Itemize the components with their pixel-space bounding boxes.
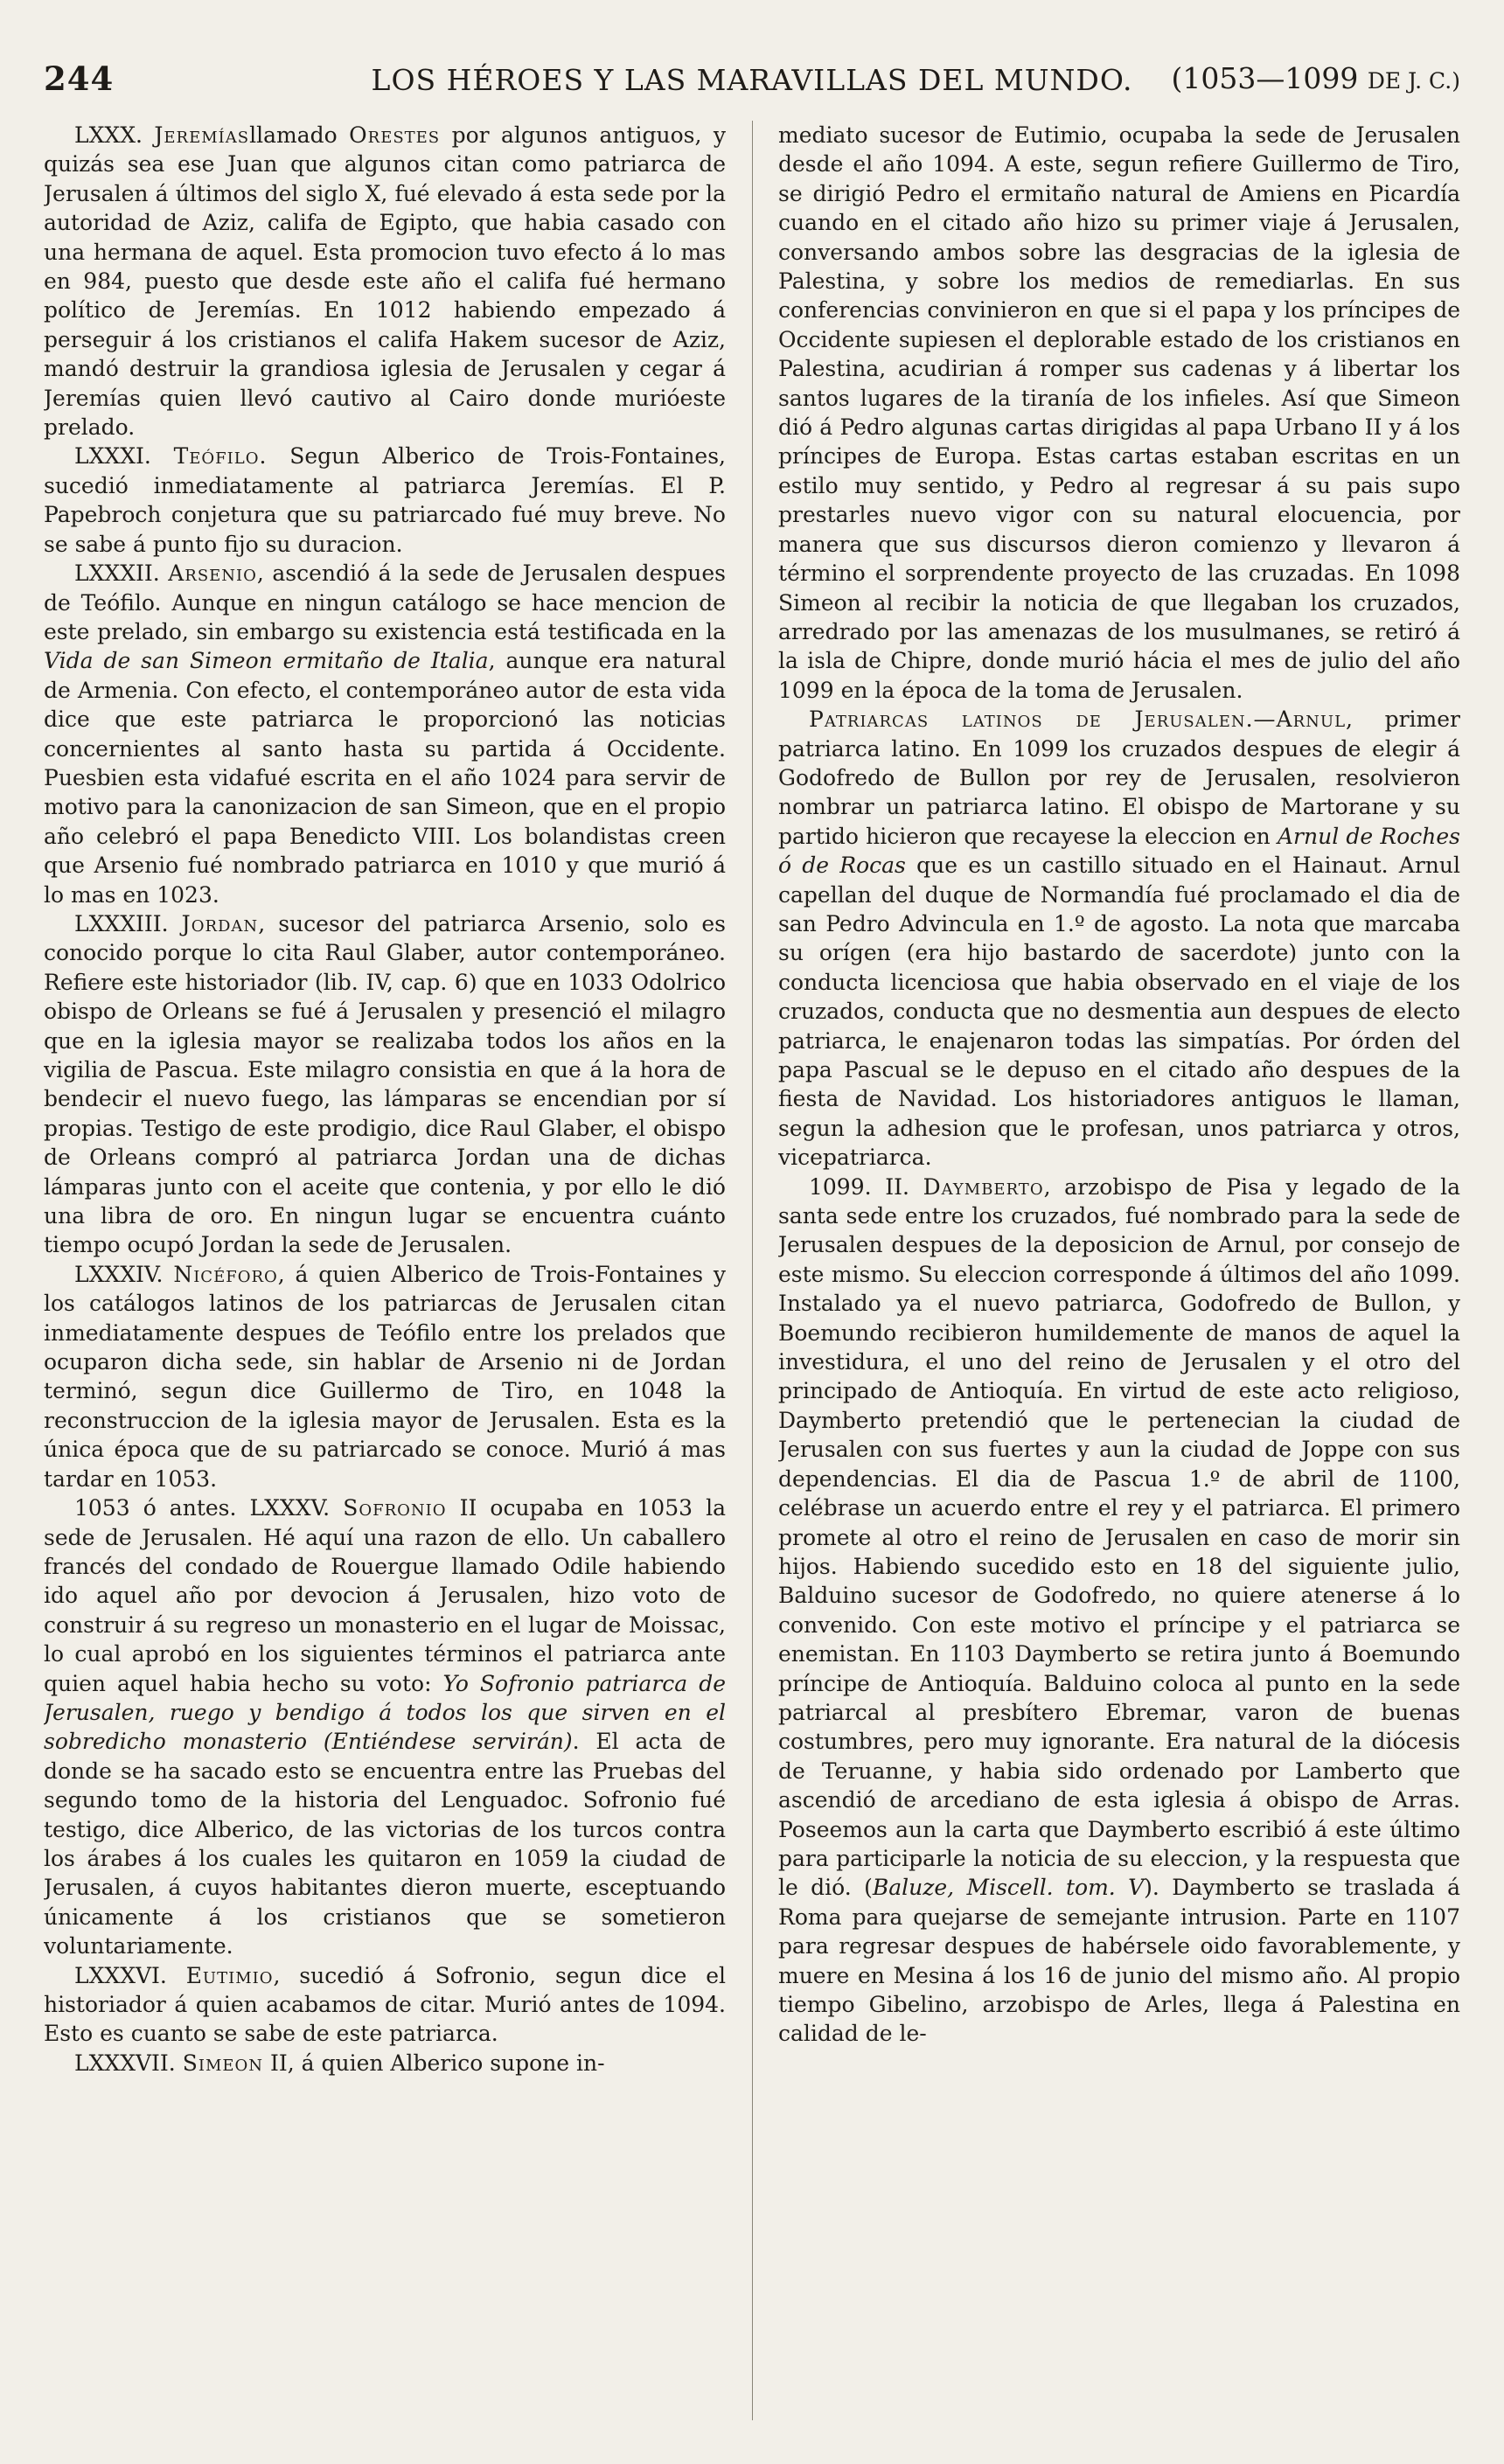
page-number: 244 [44, 59, 115, 98]
patriarch-name: Eutimio [185, 1962, 274, 1988]
body-text: , sucedió á Sofronio, segun dice el historiador á quien acabamos de citar. Murió antes de 1094. Esto es cuanto se sabe de este patriarca. [44, 1962, 726, 2047]
patriarch-name: Sofronio [343, 1495, 447, 1521]
italic-text: Arnul de Roches ó de Rocas [778, 823, 1460, 879]
patriarch-name: Teófilo. [173, 443, 268, 470]
patriarch-name: Arsenio [168, 560, 257, 587]
body-text: llamado [249, 122, 350, 148]
paragraph [44, 909, 726, 1260]
body-text: II ocupaba en 1053 la sede de Jerusalen. Hé aquí una razon de ello. Un caballero francés del condado de Rouergue llamado Odile habiendo ido aquel año por devocion á Jerusalen, hizo voto de construir á su regreso un monasterio en el lugar de Moissac, lo cual aprobó en los siguientes términos el patriarca ante quien aquel habia hecho su voto: [44, 1495, 726, 1696]
paragraph [44, 1260, 726, 1493]
date-range-years: (1053—1099 [1171, 61, 1359, 95]
date-range-suffix: DE J. C.) [1367, 68, 1460, 94]
body-text: , sucesor del patriarca Arsenio, solo es conocido porque lo cita Raul Glaber, autor contemporáneo. Refiere este historiador (lib. IV, cap. 6) que en 1033 Odolrico obispo de Orleans se fué á Jerusalen y presenció el milagro que en la iglesia mayor se realizaba todos los años en la vigilia de Pascua. Este milagro consistia en que á la hora de bendecir el nuevo fuego, las lámparas se encendian por sí propias. Testigo de este prodigio, dice Raul Glaber, el obispo de Orleans compró al patriarca Jordan una de dichas lámparas junto con el aceite que contenia, y por ello le dió una libra de oro. En ningun lugar se encuentra cuánto tiempo ocupó Jordan la sede de Jerusalen. [44, 910, 726, 1258]
right-column [778, 121, 1460, 2438]
body-text: , á quien Alberico de Trois-Fontaines y los catálogos latinos de los patriarcas de Jerusalen citan inmediatamente despues de Teófilo entre los prelados que ocuparon dicha sede, sin hablar de Arsenio ni de Jordan terminó, segun dice Guillermo de Tiro, en 1048 la reconstruccion de la iglesia mayor de Jerusalen. Esta es la única época que de su patriarcado se conoce. Murió á mas tardar en 1053. [44, 1261, 726, 1492]
body-text: . El acta de donde se ha sacado esto se encuentra entre las Pruebas del segundo tomo de la historia del Lenguadoc. Sofronio fué testigo, dice Alberico, de las victorias de los turcos contra los árabes á los cuales les quitaron en 1059 la ciudad de Jerusalen, á cuyos habitantes dieron muerte, esceptuando únicamente á los cristianos que se sometieron voluntariamente. [44, 1729, 726, 1959]
entry-number: LXXXII. [74, 560, 169, 587]
patriarch-name: Jordan [181, 910, 259, 936]
body-text: , arzobispo de Pisa y legado de la santa sede entre los cruzados, fué nombrado para la sede de Jerusalen despues de la deposicion de Arnul, por consejo de este mismo. Su eleccion corresponde á últimos del año 1099. Instalado ya el nuevo patriarca, Godofredo de Bullon, y Boemundo recibieron humildemente de manos de aquel la investidura, el uno del reino de Jerusalen y el otro del principado de Antioquía. En virtud de este acto religioso, Daymberto pretendió que le pertenecian la ciudad de Jerusalen con sus fuertes y aun la ciudad de Joppe con sus dependencias. El dia de Pascua 1.º de abril de 1100, celébrase un acuerdo entre el rey y el patriarca. El primero promete al otro el reino de Jerusalen en caso de morir sin hijos. Habiendo sucedido esto en 18 del siguiente julio, Balduino sucesor de Godofredo, no quiere atenerse á lo convenido. Con este motivo el príncipe y el patriarca se enemistan. En 1103 Daymberto se retira junto á Boemundo príncipe de Antioquía. Balduino coloca al punto en la sede patriarcal al presbítero Ebremar, varon de buenas costumbres, pero muy ignorante. Era natural de la diócesis de Teruanne, y habia sido ordenado por Lamberto que ascendió de arcediano de esta iglesia á obispo de Arras. Poseemos aun la carta que Daymberto escribió á este último para participarle la noticia de su eleccion, y la respuesta que le dió. ( [778, 1173, 1460, 1901]
body-text: ). Daymberto se traslada á Roma para quejarse de semejante intrusion. Parte en 1107 para regresar despues de habérsele oido favorablemente, y muere en Mesina á los 16 de junio del mismo año. Al propio tiempo Gibelino, arzobispo de Arles, llega á Palestina en calidad de le- [778, 1875, 1460, 2047]
patriarch-name: Simeon [182, 2050, 264, 2076]
column-divider [752, 121, 753, 2420]
running-title: LOS HÉROES Y LAS MARAVILLAS DEL MUNDO. [371, 63, 1133, 97]
entry-number: LXXXVI. [74, 1962, 186, 1988]
body-text: que es un castillo situado en el Hainaut. Arnul capellan del duque de Normandía fué proclamado el dia de san Pedro Advincula en 1.º de agosto. La nota que marcaba su orígen (era hijo bastardo de sacerdote) junto con la conducta licenciosa que habia observado en el viaje de los cruzados, conducta que no desmentia aun despues de electo patriarca, le enajenaron todas las simpatías. Por órden del papa Pascual se le depuso en el citado año despues de la fiesta de Navidad. Los historiadores antiguos le llaman, segun la adhesion que le profesan, unos patriarca y otros, vicepatriarca. [778, 853, 1460, 1171]
entry-number: LXXXIII. [74, 910, 182, 936]
body-text: por algunos antiguos, y quizás sea ese Juan que algunos citan como patriarca de Jerusalen á últimos del siglo X, fué elevado á esta sede por la autoridad de Aziz, califa de Egipto, que habia casado con una hermana de aquel. Esta promocion tuvo efecto á lo mas en 984, puesto que desde este año el califa fué hermano político de Jeremías. En 1012 habiendo empezado á perseguir á los cristianos el califa Hakem sucesor de Aziz, mandó destruir la grandiosa iglesia de Jerusalen y cegar á Jeremías quien llevó cautivo al Cairo donde murióeste prelado. [44, 122, 726, 441]
paragraph [44, 2049, 726, 2078]
body-text: II, á quien Alberico supone in- [263, 2050, 605, 2076]
patriarch-name: Nicéforo [173, 1261, 278, 1287]
body-text: , primer patriarca latino. En 1099 los cruzados despues de elegir á Godofredo de Bullon por rey de Jerusalen, resolvieron nombrar un patriarca latino. El obispo de Martorane y su partido hicieron que recayese la eleccion en [778, 706, 1460, 849]
body-text: mediato sucesor de Eutimio, ocupaba la sede de Jerusalen desde el año 1094. A este, segun refiere Guillermo de Tiro, se dirigió Pedro el ermitaño natural de Amiens en Picardía cuando en el citado año hizo su primer viaje á Jerusalen, conversando ambos sobre las desgracias de la iglesia de Palestina, y sobre los medios de remediarlas. En sus conferencias convinieron en que si el papa y los príncipes de Occidente supiesen el deplorable estado de los cristianos en Palestina, acudirian á romper sus cadenas y á libertar los santos lugares de la tiranía de los infieles. Así que Simeon dió á Pedro algunas cartas dirigidas al papa Urbano II y á los príncipes de Europa. Estas cartas estaban escritas en un estilo muy sentido, y Pedro al regresar á su pais supo prestarles nuevo vigor con su natural elocuencia, por manera que sus discursos dieron comienzo y llevaron á término el sorprendente proyecto de las cruzadas. En 1098 Simeon al recibir la noticia de que llegaban los cruzados, arredrado por las amenazas de los musulmanes, se retiró á la isla de Chipre, donde murió hácia el mes de julio del año 1099 en la época de la toma de Jerusalen. [778, 122, 1460, 703]
italic-text: Yo Sofronio patriarca de Jerusalen, ruego y bendigo á todos los que sirven en el sobredicho monasterio (Entiéndese servirán) [44, 1670, 726, 1755]
entry-number: 1099. II. [809, 1173, 923, 1200]
entry-number: LXXXVII. [74, 2050, 183, 2076]
paragraph [44, 121, 726, 442]
text-columns [44, 121, 1460, 2438]
italic-text: Baluze, Miscell. tom. V [872, 1875, 1145, 1901]
date-range [1172, 61, 1461, 95]
paragraph [44, 1961, 726, 2049]
patriarch-name: Patriarcas latinos de Jerusalen.—Arnul [809, 706, 1347, 733]
entry-number: LXXXIV. [74, 1261, 174, 1287]
page-header [44, 26, 1460, 105]
entry-number: LXXXI. [74, 443, 174, 470]
paragraph [44, 442, 726, 559]
small-caps-text: Orestes [349, 122, 441, 148]
paragraph [44, 1493, 726, 1961]
paragraph [778, 121, 1460, 705]
paragraph [44, 559, 726, 909]
italic-text: Vida de san Simeon ermitaño de Italia [44, 648, 489, 674]
patriarch-name: Daymberto [923, 1173, 1044, 1200]
paragraph [778, 1173, 1460, 2049]
document-page [44, 26, 1460, 2440]
entry-number: 1053 ó antes. LXXXV. [74, 1495, 344, 1521]
left-column [44, 121, 726, 2438]
body-text: Segun Alberico de Trois-Fontaines, sucedió inmediatamente al patriarca Jeremías. El P. Papebroch conjetura que su patriarcado fué muy breve. No se sabe á punto fijo su duracion. [44, 443, 726, 557]
paragraph [778, 705, 1460, 1173]
body-text: , ascendió á la sede de Jerusalen despues de Teófilo. Aunque en ningun catálogo se hace mencion de este prelado, sin embargo su existencia está testificada en la [44, 560, 726, 644]
entry-number: LXXX. [74, 122, 155, 148]
patriarch-name: Jeremías [154, 122, 250, 148]
body-text: , aunque era natural de Armenia. Con efecto, el contemporáneo autor de esta vida dice que este patriarca le proporcionó las noticias concernientes al santo hasta su partida á Occidente. Puesbien esta vidafué escrita en el año 1024 para servir de motivo para la canonizacion de san Simeon, que en el propio año celebró el papa Benedicto VIII. Los bolandistas creen que Arsenio fué nombrado patriarca en 1010 y que murió á lo mas en 1023. [44, 648, 726, 908]
